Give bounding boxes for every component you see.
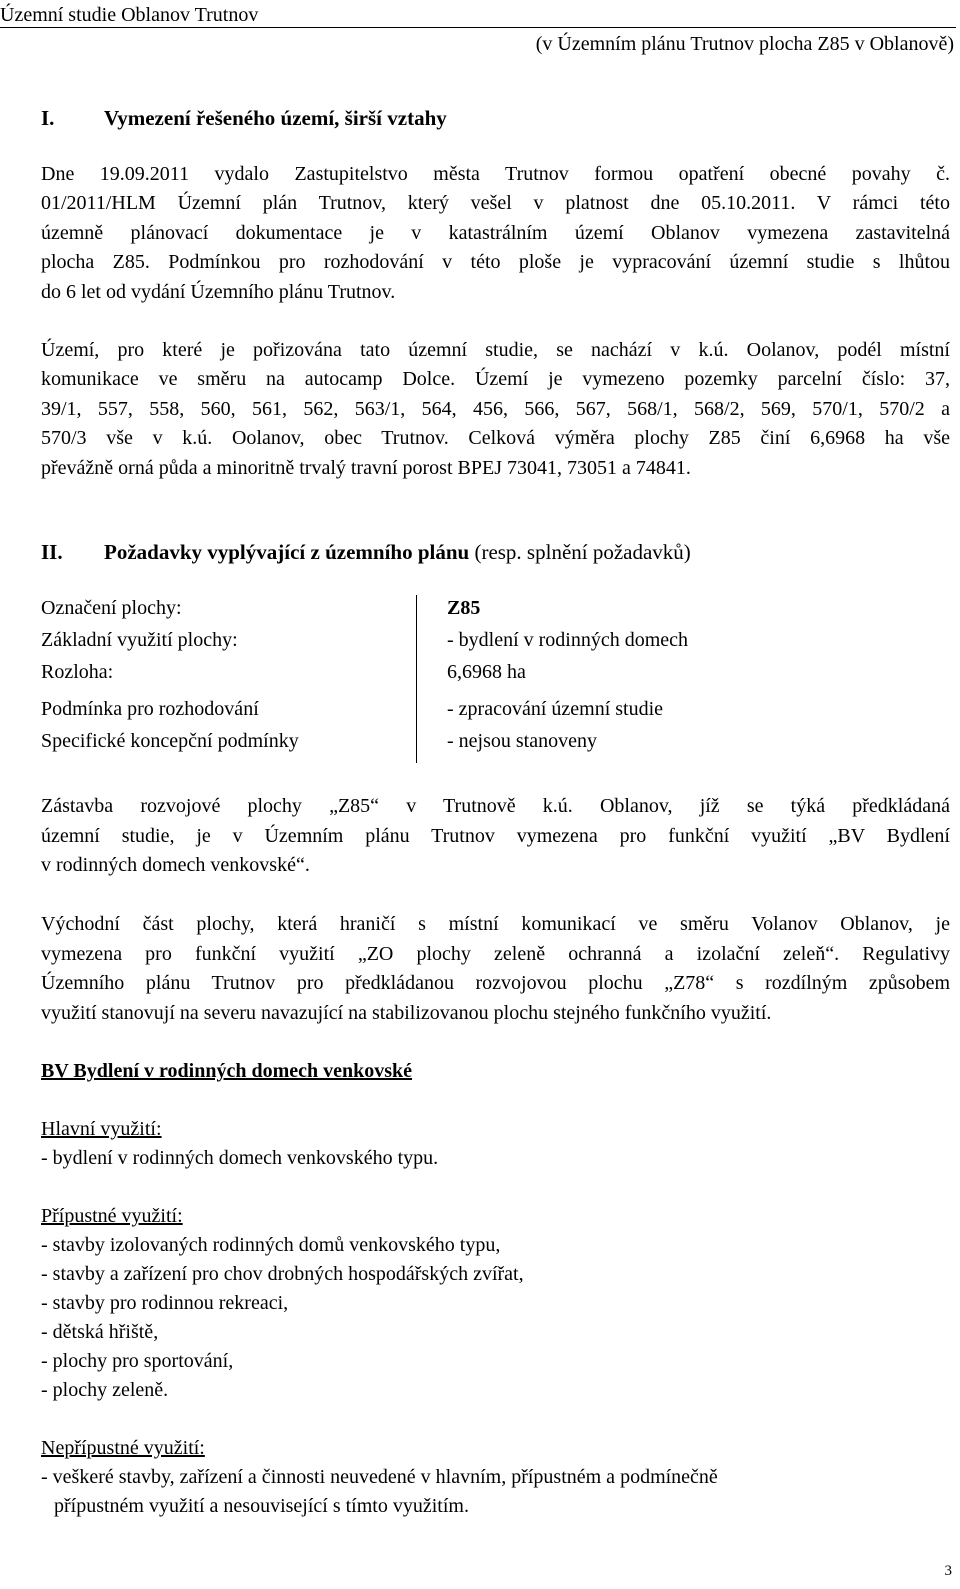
paragraph-2-line: převážně orná půda a minoritně trvalý travní porost BPEJ 73041, 73051 a 74841.: [41, 457, 691, 479]
document-header-subtitle: (v Územním plánu Trutnov plocha Z85 v Oblanově): [535, 33, 954, 55]
allowed-use-item: - plochy zeleně.: [41, 1379, 169, 1401]
table-value: - bydlení v rodinných domech: [447, 629, 689, 651]
paragraph-1-line: územně plánovací dokumentace je v katastrálním území Oblanov vymezena zastavitelná: [41, 222, 950, 244]
paragraph-3-line: Zástavba rozvojové plochy „Z85“ v Trutnově k.ú. Oblanov, jíž se týká předkládaná: [41, 795, 950, 817]
forbidden-use-item: přípustném využití a nesouvisející s tímto využitím.: [54, 1495, 469, 1517]
table-label: Rozloha:: [41, 661, 114, 683]
paragraph-2-line: komunikace ve směru na autocamp Dolce. Území je vymezeno pozemky parcelní číslo: 37,: [41, 368, 950, 390]
allowed-use-label: Přípustné využití:: [41, 1205, 183, 1227]
section-2-title-main: Požadavky vyplývající z územního plánu: [104, 540, 470, 564]
paragraph-4-line: Územního plánu Trutnov pro předkládanou rozvojovou plochu „Z78“ s rozdílným způsobem: [41, 972, 950, 994]
paragraph-4-line: Východní část plochy, která hraničí s místní komunikací ve směru Volanov Oblanov, je: [41, 913, 950, 935]
document-header-title: Územní studie Oblanov Trutnov: [0, 4, 259, 26]
table-label: Specifické koncepční podmínky: [41, 730, 299, 752]
section-1-title: Vymezení řešeného území, širší vztahy: [104, 106, 447, 130]
paragraph-4-line: vymezena pro funkční využití „ZO plochy zeleně ochranná a izolační zeleň“. Regulativy: [41, 943, 950, 965]
section-2-title-note: (resp. splnění požadavků): [469, 540, 691, 564]
forbidden-use-item: - veškeré stavby, zařízení a činnosti neuvedené v hlavním, přípustném a podmínečně: [41, 1466, 718, 1488]
table-divider: [416, 595, 417, 763]
paragraph-1-line: plocha Z85. Podmínkou pro rozhodování v této ploše je vypracování územní studie s lhůtou: [41, 251, 950, 273]
table-value: - nejsou stanoveny: [447, 730, 597, 752]
table-value: 6,6968 ha: [447, 661, 526, 683]
main-use-item: - bydlení v rodinných domech venkovského typu.: [41, 1147, 439, 1169]
table-label: Podmínka pro rozhodování: [41, 698, 259, 720]
bv-heading: BV Bydlení v rodinných domech venkovské: [41, 1060, 413, 1082]
paragraph-4-line: využití stanovují na severu navazující na stabilizovanou plochu stejného funkčního využití.: [41, 1002, 772, 1024]
allowed-use-item: - dětská hřiště,: [41, 1321, 159, 1343]
section-1-number: I.: [41, 106, 55, 130]
page-number: 3: [944, 1563, 952, 1579]
table-value: Z85: [447, 597, 481, 619]
table-label: Označení plochy:: [41, 597, 182, 619]
paragraph-1-line: 01/2011/HLM Územní plán Trutnov, který vešel v platnost dne 05.10.2011. V rámci této: [41, 192, 950, 214]
paragraph-3-line: územní studie, je v Územním plánu Trutnov vymezena pro funkční využití „BV Bydlení: [41, 825, 950, 847]
allowed-use-item: - stavby izolovaných rodinných domů venkovského typu,: [41, 1234, 501, 1256]
allowed-use-item: - plochy pro sportování,: [41, 1350, 234, 1372]
table-label: Základní využití plochy:: [41, 629, 238, 651]
forbidden-use-label: Nepřípustné využití:: [41, 1437, 205, 1459]
paragraph-2-line: Území, pro které je pořizována tato územní studie, se nachází v k.ú. Oolanov, podél místní: [41, 339, 950, 361]
paragraph-2-line: 570/3 vše v k.ú. Oolanov, obec Trutnov. Celková výměra plochy Z85 činí 6,6968 ha vše: [41, 427, 950, 449]
allowed-use-item: - stavby a zařízení pro chov drobných hospodářských zvířat,: [41, 1263, 524, 1285]
table-value: - zpracování územní studie: [447, 698, 664, 720]
paragraph-1-line: do 6 let od vydání Územního plánu Trutnov.: [41, 281, 396, 303]
header-divider: [0, 27, 956, 28]
paragraph-1-line: Dne 19.09.2011 vydalo Zastupitelstvo města Trutnov formou opatření obecné povahy č.: [41, 163, 950, 185]
paragraph-3-line: v rodinných domech venkovské“.: [41, 854, 310, 876]
section-2-number: II.: [41, 540, 63, 564]
main-use-label: Hlavní využití:: [41, 1118, 162, 1140]
section-2-title: [104, 540, 691, 564]
allowed-use-item: - stavby pro rodinnou rekreaci,: [41, 1292, 289, 1314]
paragraph-2-line: 39/1, 557, 558, 560, 561, 562, 563/1, 564, 456, 566, 567, 568/1, 568/2, 569, 570/1, 570/2 a: [41, 398, 950, 420]
